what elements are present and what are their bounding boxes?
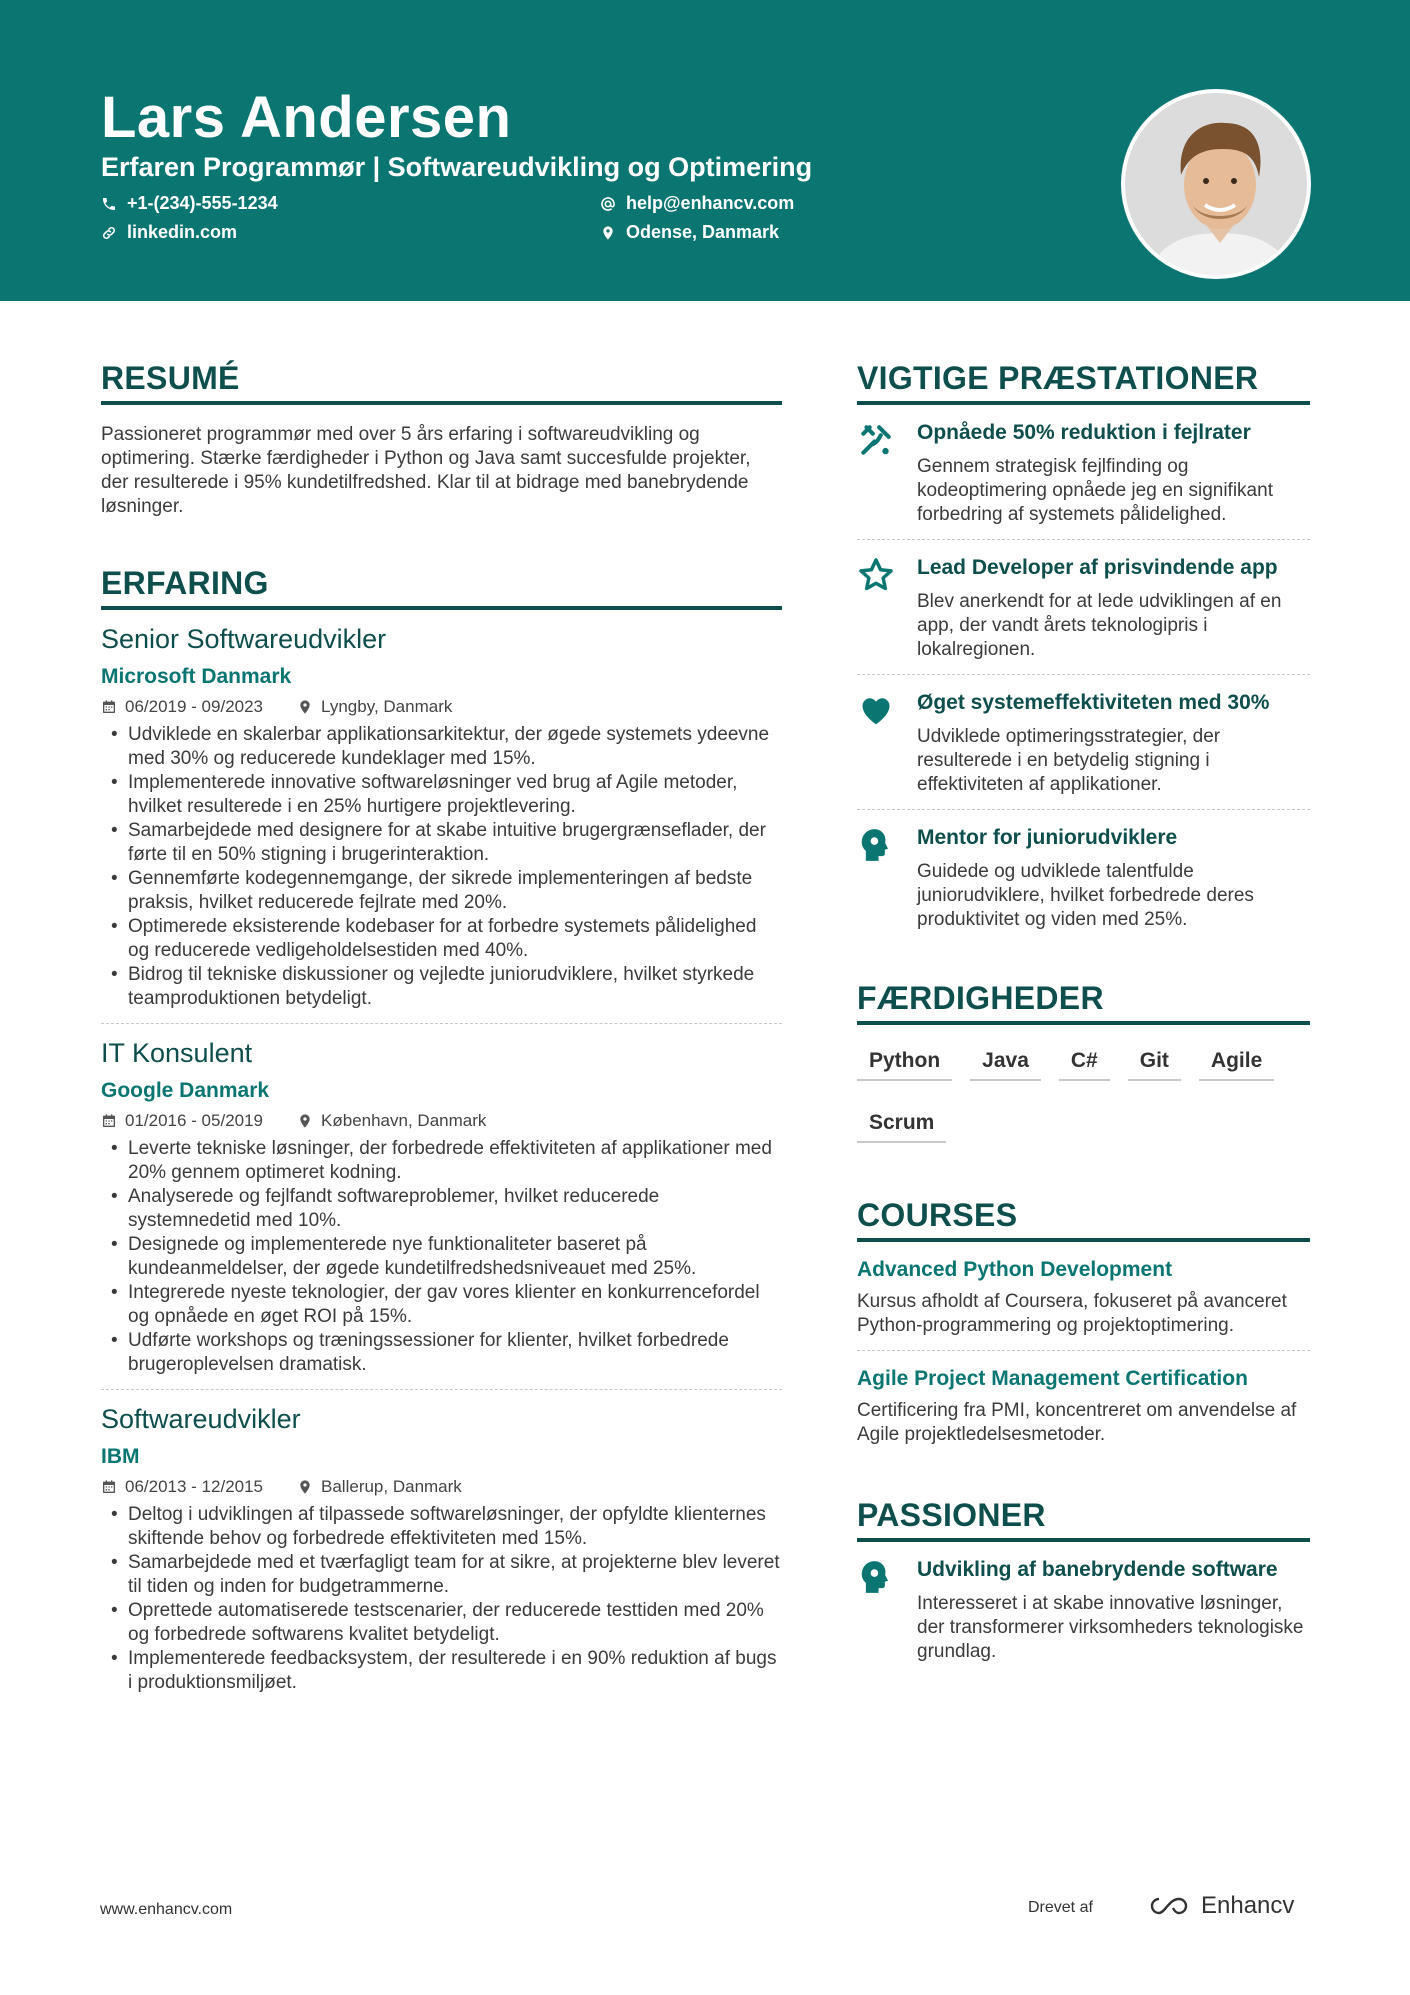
link-icon	[101, 225, 117, 241]
achievements-heading: VIGTIGE PRÆSTATIONER	[857, 360, 1310, 405]
job-bullet: • Udviklede en skalerbar applikationsarkitektur, der øgede systemets ydeevne med 30% og reducerede kundeklager med 15%.	[101, 723, 782, 771]
achievement-item	[857, 540, 1310, 675]
calendar-icon	[101, 1479, 117, 1495]
contact-location	[600, 222, 779, 243]
job-bullet: • Leverte tekniske løsninger, der forbedrede effektiviteten af applikationer med 20% gennem optimeret kodning.	[101, 1137, 782, 1185]
summary-heading: RESUMÉ	[101, 360, 782, 405]
job-bullet: • Bidrog til tekniske diskussioner og vejledte juniorudviklere, hvilket styrkede teamproduktionen betydeligt.	[101, 963, 782, 1011]
location-text: Odense, Danmark	[626, 222, 780, 242]
enhancv-logo[interactable]	[1147, 1892, 1294, 1920]
job-meta	[101, 1111, 782, 1131]
infinity-logo-icon	[1147, 1894, 1193, 1918]
header-banner	[0, 0, 1410, 301]
job-bullets	[101, 723, 782, 1011]
job-company: Google Danmark	[101, 1079, 270, 1102]
job-bullet: • Oprettede automatiserede testscenarier, der reducerede testtiden med 20% og forbedrede softwarens kvalitet betydeligt.	[101, 1599, 782, 1647]
job-meta	[101, 1477, 782, 1497]
right-column	[857, 360, 1310, 1676]
job-bullet: • Designede og implementerede nye funktionaliteter baseret på kundeanmeldelser, der øgede kundetilfredshedsniveauet med 25%.	[101, 1233, 782, 1281]
achievement-desc: Guidede og udviklede talentfulde juniorudviklere, hvilket forbedrede deres produktivitet og viden med 25%.	[917, 861, 1254, 930]
achievement-desc: Blev anerkendt for at lede udviklingen af en app, der vandt årets teknologipris i lokalregionen.	[917, 591, 1282, 660]
phone-icon	[101, 196, 117, 212]
job-bullet: • Samarbejdede med designere for at skabe intuitive brugergrænseflader, der førte til en 50% stigning i brugerinteraktion.	[101, 819, 782, 867]
job-title: Softwareudvikler	[101, 1404, 301, 1434]
skills-heading: FÆRDIGHEDER	[857, 980, 1310, 1025]
passion-title: Udvikling af banebrydende software	[917, 1558, 1278, 1581]
skill-tag: Git	[1128, 1039, 1181, 1081]
at-icon	[600, 196, 616, 212]
head-icon	[857, 826, 895, 864]
left-column	[101, 360, 782, 1695]
head-icon	[857, 1558, 895, 1596]
skill-tag: Python	[857, 1039, 952, 1081]
job-entry	[101, 1038, 782, 1390]
skill-tag: Agile	[1199, 1039, 1274, 1081]
skill-tag: Scrum	[857, 1101, 946, 1143]
passions-heading: PASSIONER	[857, 1497, 1310, 1542]
job-dates: 06/2019 - 09/2023	[125, 697, 264, 716]
job-entry	[101, 1404, 782, 1695]
course-item	[857, 1351, 1310, 1459]
achievement-title: Opnåede 50% reduktion i fejlrater	[917, 421, 1251, 444]
avatar	[1125, 93, 1311, 279]
job-title: Senior Softwareudvikler	[101, 624, 387, 654]
contact-email[interactable]	[600, 193, 794, 214]
achievement-item	[857, 675, 1310, 810]
skill-tag: C#	[1059, 1039, 1110, 1081]
passion-item	[857, 1542, 1310, 1676]
job-bullet: • Implementerede feedbacksystem, der resulterede i en 90% reduktion af bugs i produktionsmiljøet.	[101, 1647, 782, 1695]
skill-tag: Java	[970, 1039, 1041, 1081]
candidate-name: Lars Andersen	[101, 85, 512, 150]
job-bullets	[101, 1137, 782, 1377]
course-desc: Kursus afholdt af Coursera, fokuseret på avanceret Python-programmering og projektoptimering.	[857, 1291, 1287, 1336]
job-bullet: • Udførte workshops og træningssessioner for klienter, hvilket forbedrede brugeroplevelsen dramatisk.	[101, 1329, 782, 1377]
job-bullet: • Samarbejdede med et tværfagligt team for at sikre, at projekterne blev leveret til tiden og inden for budgetrammerne.	[101, 1551, 782, 1599]
achievement-item	[857, 405, 1310, 540]
passion-desc: Interesseret i at skabe innovative løsninger, der transformerer virksomheders teknologiske grundlag.	[917, 1593, 1304, 1662]
job-bullet: • Gennemførte kodegennemgange, der sikrede implementeringen af bedste praksis, hvilket reducerede fejlrate med 20%.	[101, 867, 782, 915]
divider	[101, 1023, 782, 1024]
heart-icon	[857, 691, 895, 729]
location-pin-icon	[297, 1113, 313, 1129]
courses-heading: COURSES	[857, 1197, 1310, 1242]
job-dates: 06/2013 - 12/2015	[125, 1477, 264, 1496]
achievement-desc: Udviklede optimeringsstrategier, der resulterede i en betydelig stigning i effektiviteten af applikationer.	[917, 726, 1221, 795]
job-bullet: • Optimerede eksisterende kodebaser for at forbedre systemets pålidelighed og reducerede vedligeholdelsestiden med 40%.	[101, 915, 782, 963]
brand-name: Enhancv	[1201, 1892, 1295, 1919]
achievement-item	[857, 810, 1310, 944]
achievement-title: Lead Developer af prisvindende app	[917, 556, 1278, 579]
job-entry	[101, 624, 782, 1024]
job-location: Ballerup, Danmark	[321, 1477, 462, 1496]
job-bullet: • Implementerede innovative softwareløsninger ved brug af Agile metoder, hvilket resulterede i en 25% hurtigere projektlevering.	[101, 771, 782, 819]
email-text: help@enhancv.com	[626, 193, 795, 213]
achievement-title: Øget systemeffektiviteten med 30%	[917, 691, 1270, 714]
footer-url[interactable]: www.enhancv.com	[100, 1901, 233, 1918]
job-company: IBM	[101, 1445, 140, 1468]
job-bullet: • Integrerede nyeste teknologier, der gav vores klienter en konkurrencefordel og opnåede en øget ROI på 15%.	[101, 1281, 782, 1329]
achievement-desc: Gennem strategisk fejlfinding og kodeoptimering opnåede jeg en signifikant forbedring af systemets pålidelighed.	[917, 456, 1273, 525]
course-title: Advanced Python Development	[857, 1258, 1173, 1281]
linkedin-text: linkedin.com	[127, 222, 238, 242]
job-location: Lyngby, Danmark	[321, 697, 453, 716]
job-bullet: • Deltog i udviklingen af tilpassede softwareløsninger, der opfyldte klienternes skiftende behov og forbedrede effektiviteten med 15%.	[101, 1503, 782, 1551]
job-bullets	[101, 1503, 782, 1695]
calendar-icon	[101, 699, 117, 715]
tools-icon	[857, 421, 895, 459]
candidate-headline: Erfaren Programmør | Softwareudvikling og Optimering	[101, 152, 813, 182]
phone-text: +1-(234)-555-1234	[127, 193, 278, 213]
job-dates: 01/2016 - 05/2019	[125, 1111, 264, 1130]
course-title: Agile Project Management Certification	[857, 1367, 1248, 1390]
job-company: Microsoft Danmark	[101, 665, 292, 688]
location-pin-icon	[297, 699, 313, 715]
course-desc: Certificering fra PMI, koncentreret om anvendelse af Agile projektledelsesmetoder.	[857, 1400, 1297, 1445]
achievement-title: Mentor for juniorudviklere	[917, 826, 1178, 849]
star-icon	[857, 556, 895, 594]
contact-phone	[101, 193, 278, 214]
divider	[101, 1389, 782, 1390]
skills-list	[857, 1039, 1310, 1163]
calendar-icon	[101, 1113, 117, 1129]
contact-linkedin[interactable]	[101, 222, 237, 243]
job-title: IT Konsulent	[101, 1038, 253, 1068]
experience-heading: ERFARING	[101, 565, 782, 610]
job-bullet: • Analyserede og fejlfandt softwareproblemer, hvilket reducerede systemnedetid med 10%.	[101, 1185, 782, 1233]
footer-powered-by: Drevet af	[1028, 1899, 1093, 1916]
summary-text: Passioneret programmør med over 5 års erfaring i softwareudvikling og optimering. Stærke færdigheder i Python og Java samt succesfulde projekter, der resulterede i 95% kundetilfredshed. Klar til at bidrage med banebrydende løsninger.	[101, 424, 751, 517]
profile-photo	[1121, 89, 1311, 279]
job-location: København, Danmark	[321, 1111, 487, 1130]
location-pin-icon	[297, 1479, 313, 1495]
location-pin-icon	[600, 225, 616, 241]
job-meta	[101, 697, 782, 717]
course-item	[857, 1242, 1310, 1351]
